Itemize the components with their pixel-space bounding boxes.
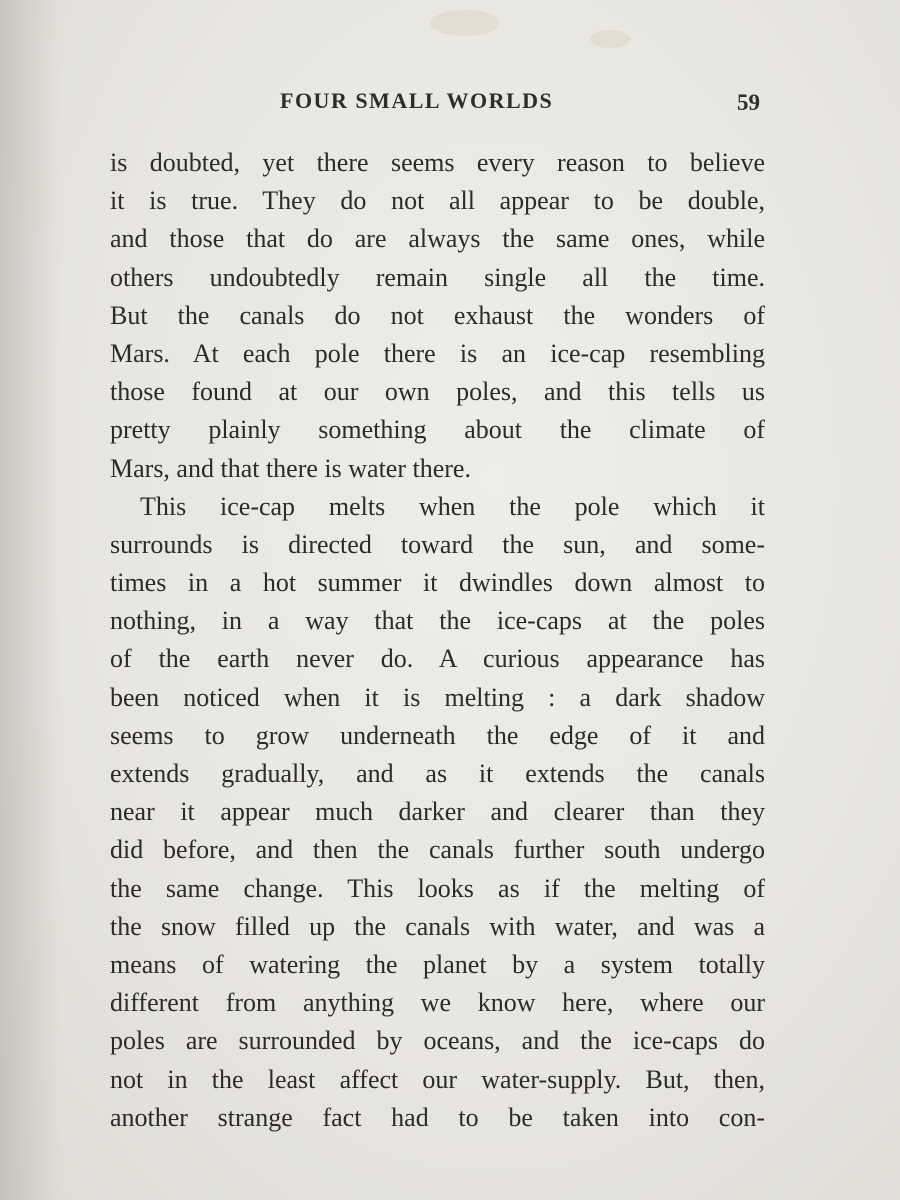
text-line: times in a hot summer it dwindles down almost to	[110, 568, 765, 598]
text-line: But the canals do not exhaust the wonders of	[110, 300, 765, 330]
text-line: others undoubtedly remain single all the time.	[110, 262, 765, 292]
text-line: surrounds is directed toward the sun, and some-	[110, 529, 765, 559]
text-line: the snow filled up the canals with water, and was a	[110, 911, 765, 941]
text-line: This ice-cap melts when the pole which it	[140, 491, 765, 521]
text-line: Mars, and that there is water there.	[110, 453, 471, 483]
text-line: extends gradually, and as it extends the canals	[110, 759, 765, 788]
paper-stain	[590, 30, 630, 48]
paragraph-2	[110, 488, 765, 1137]
paper-stain	[430, 10, 500, 36]
text-line: is doubted, yet there seems every reason to believe	[110, 148, 765, 177]
page-gutter-shadow	[0, 0, 60, 1200]
text-line: poles are surrounded by oceans, and the ice-caps do	[110, 1026, 765, 1056]
text-line: different from anything we know here, where our	[110, 988, 765, 1018]
text-line: seems to grow underneath the edge of it and	[110, 720, 765, 750]
text-line: and those that do are always the same ones, while	[110, 224, 765, 254]
text-line: been noticed when it is melting : a dark shadow	[110, 682, 765, 712]
body-text	[110, 144, 765, 1137]
text-line: not in the least affect our water-supply. But, then,	[110, 1064, 765, 1094]
text-line: it is true. They do not all appear to be double,	[110, 186, 765, 216]
text-line: the same change. This looks as if the melting of	[110, 873, 765, 903]
text-line: Mars. At each pole there is an ice-cap resembling	[110, 338, 765, 368]
text-line: means of watering the planet by a system totally	[110, 949, 765, 979]
text-line: pretty plainly something about the climate of	[110, 415, 765, 445]
text-line: of the earth never do. A curious appearance has	[110, 644, 765, 674]
text-line: another strange fact had to be taken into con-	[110, 1102, 765, 1132]
text-line: nothing, in a way that the ice-caps at the poles	[110, 606, 765, 636]
running-title: FOUR SMALL WORLDS	[280, 88, 554, 113]
text-line: did before, and then the canals further south undergo	[110, 835, 765, 865]
page-number: 59	[737, 90, 760, 115]
paragraph-1	[110, 144, 765, 488]
text-line: near it appear much darker and clearer than they	[110, 797, 765, 827]
text-line: those found at our own poles, and this tells us	[110, 377, 765, 407]
running-head	[0, 84, 900, 124]
